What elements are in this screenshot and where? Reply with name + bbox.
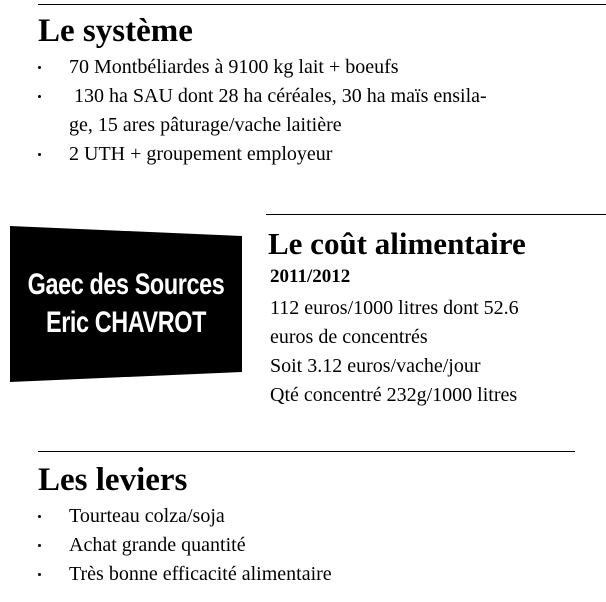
cout-line: euros de concentrés <box>270 326 428 348</box>
cout-line: Soit 3.12 euros/vache/jour <box>270 355 481 377</box>
list-item: 130 ha SAU dont 28 ha céréales, 30 ha maïs ensila- ge, 15 ares pâturage/vache laitière <box>38 82 598 140</box>
bullet-icon <box>38 66 41 69</box>
systeme-title: Le système <box>38 13 193 49</box>
banner-line-2: Eric CHAVROT <box>45 306 207 339</box>
leviers-list <box>38 502 598 589</box>
list-item: Achat grande quantité <box>38 531 598 560</box>
list-item: 70 Montbéliardes à 9100 kg lait + boeufs <box>38 53 598 82</box>
bullet-icon <box>38 573 41 576</box>
bullet-icon <box>38 544 41 547</box>
cout-year: 2011/2012 <box>270 266 351 287</box>
leviers-title: Les leviers <box>38 462 188 498</box>
top-rule <box>38 4 606 5</box>
cout-title: Le coût alimentaire <box>268 226 526 261</box>
list-item: Tourteau colza/soja <box>38 502 598 531</box>
cout-line: 112 euros/1000 litres dont 52.6 <box>270 297 519 319</box>
leviers-rule <box>38 451 575 452</box>
banner-text <box>27 226 225 382</box>
systeme-list <box>38 53 598 169</box>
bullet-icon <box>38 153 41 156</box>
cout-details <box>270 294 519 410</box>
bullet-icon <box>38 515 41 518</box>
bullet-icon <box>38 95 41 98</box>
banner-line-1: Gaec des Sources <box>27 268 225 301</box>
cost-rule <box>266 214 606 215</box>
farm-banner <box>10 226 242 382</box>
list-item: Très bonne efficacité alimentaire <box>38 560 598 589</box>
cout-line: Qté concentré 232g/1000 litres <box>270 384 518 406</box>
list-item: 2 UTH + groupement employeur <box>38 140 598 169</box>
